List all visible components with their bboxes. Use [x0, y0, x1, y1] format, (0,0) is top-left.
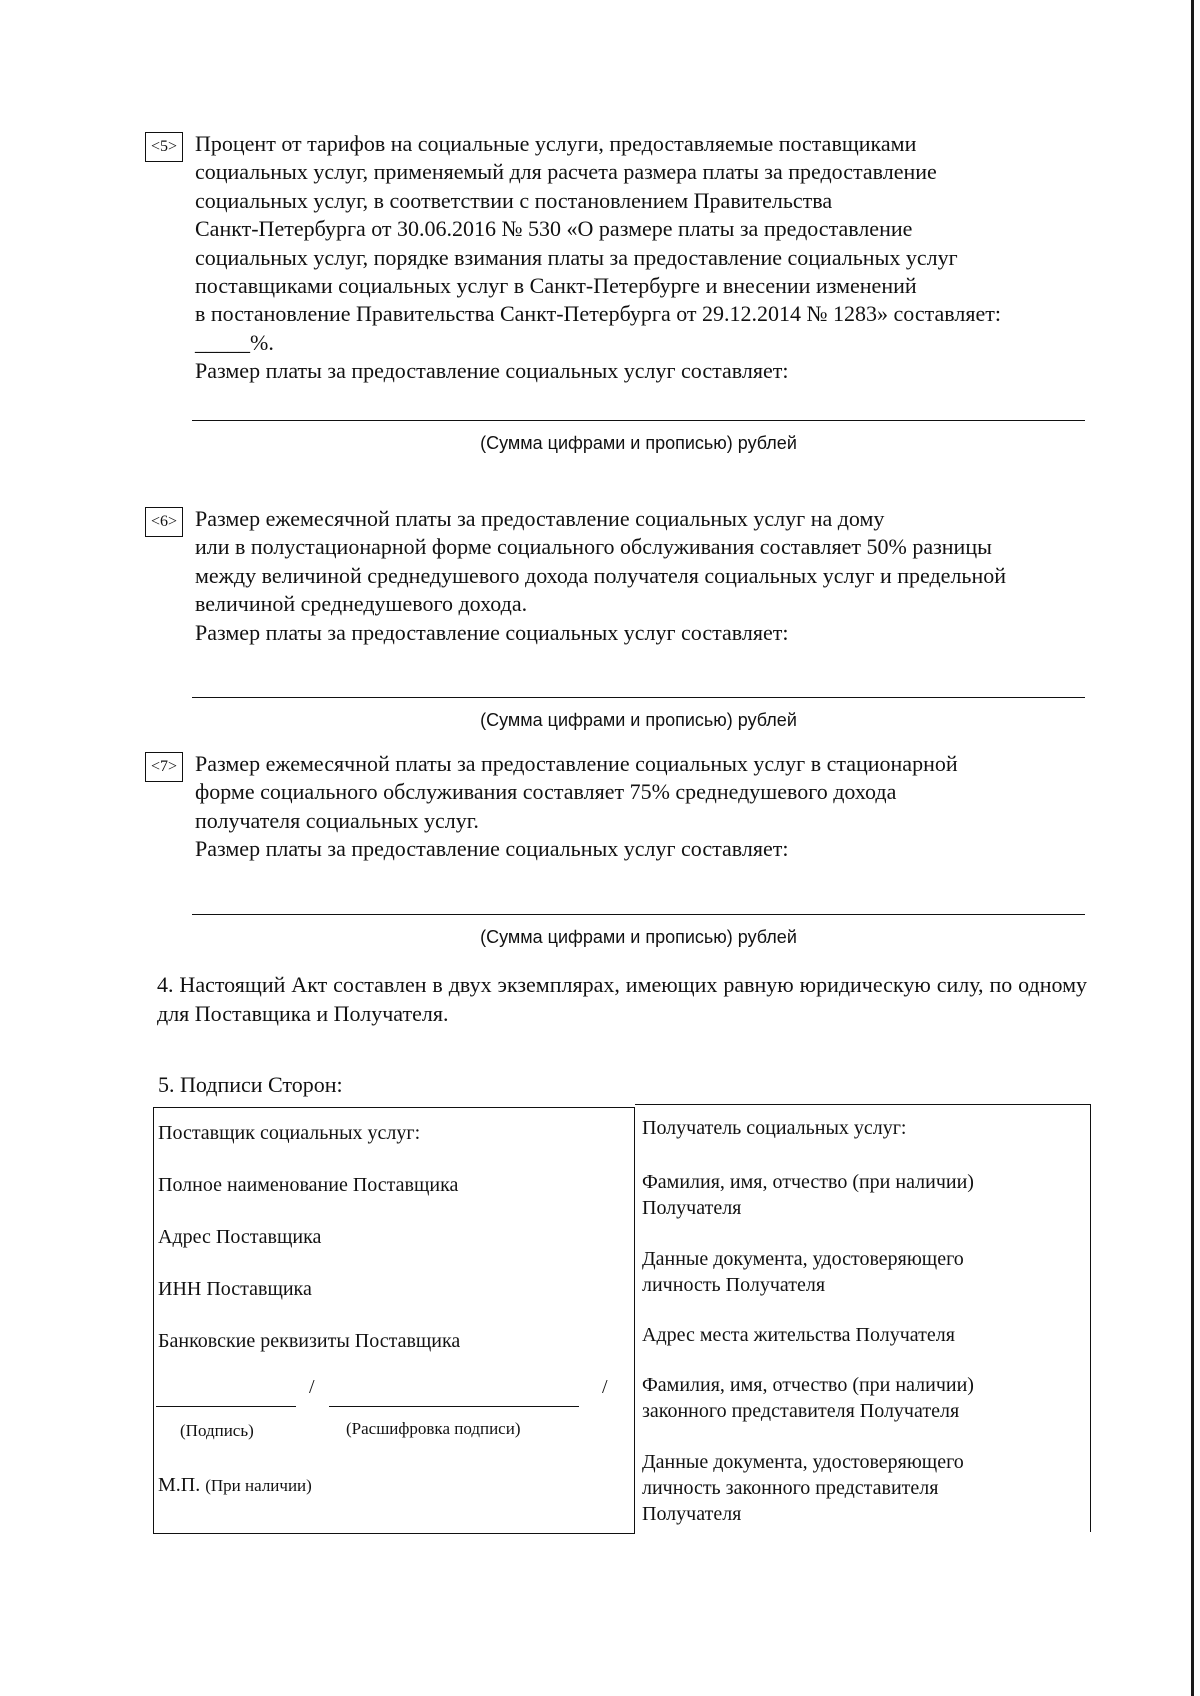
recipient-name-line: Фамилия, имя, отчество (при наличии) — [642, 1171, 974, 1193]
sum-input-line[interactable] — [192, 697, 1085, 698]
note-text — [195, 130, 1085, 386]
provider-heading: Поставщик социальных услуг: — [158, 1122, 421, 1144]
recipient-name — [642, 1169, 974, 1221]
recipient-rep-name-line: законного представителя Получателя — [642, 1400, 960, 1422]
signatures-table — [153, 1104, 1091, 1534]
sum-caption: (Сумма цифрами и прописью) рублей — [480, 926, 797, 947]
provider-inn: ИНН Поставщика — [158, 1278, 312, 1300]
recipient-rep-doc-line: личность законного представителя — [642, 1477, 939, 1499]
text-line: социальных услуг, в соответствии с постановлением Правительства — [195, 187, 833, 213]
text-line: поставщиками социальных услуг в Санкт-Петербурге и внесении изменений — [195, 273, 917, 299]
note-text — [195, 750, 1085, 864]
recipient-rep-doc-line: Данные документа, удостоверяющего — [642, 1451, 964, 1473]
provider-full-name: Полное наименование Поставщика — [158, 1174, 459, 1196]
note-marker: <5> — [145, 132, 183, 162]
text-line: величиной среднедушевого дохода. — [195, 591, 528, 617]
note-marker: <6> — [145, 507, 183, 537]
text-line: социальных услуг, порядке взимания платы за предоставление социальных услуг — [195, 244, 958, 270]
recipient-id-doc-line: личность Получателя — [642, 1274, 826, 1296]
text-line: Размер ежемесячной платы за предоставление социальных услуг на дому — [195, 506, 885, 531]
recipient-id-doc-line: Данные документа, удостоверяющего — [642, 1248, 964, 1270]
recipient-rep-doc-line: Получателя — [642, 1503, 742, 1525]
recipient-rep-name — [642, 1372, 974, 1424]
text-line: между величиной среднедушевого дохода получателя социальных услуг и предельной — [195, 562, 1007, 588]
text-line: Процент от тарифов на социальные услуги, предоставляемые поставщиками — [195, 131, 917, 156]
text-line: Санкт-Петербурга от 30.06.2016 № 530 «О размере платы за предоставление — [195, 216, 913, 242]
stamp-prefix: М.П. — [158, 1474, 201, 1496]
paragraph-4: 4. Настоящий Акт составлен в двух экземплярах, имеющих равную юридическую силу, по одному для Поставщика и Получателя. — [157, 972, 1087, 1026]
decoding-caption: (Расшифровка подписи) — [346, 1419, 521, 1438]
sum-input-line[interactable] — [192, 420, 1085, 421]
recipient-rep-name-line: Фамилия, имя, отчество (при наличии) — [642, 1374, 974, 1396]
signature-line[interactable] — [156, 1406, 296, 1407]
signature-caption: (Подпись) — [180, 1421, 254, 1440]
recipient-name-line: Получателя — [642, 1197, 742, 1219]
slash-separator: / — [309, 1376, 315, 1398]
sum-caption: (Сумма цифрами и прописью) рублей — [480, 710, 797, 731]
note-7 — [145, 750, 1085, 948]
note-marker: <7> — [145, 752, 183, 782]
percent-line: _____%. — [195, 329, 274, 355]
paragraph-5: 5. Подписи Сторон: — [158, 1072, 343, 1097]
recipient-top-border — [635, 1104, 1091, 1105]
text-line: социальных услуг, применяемый для расчета размера платы за предоставление — [195, 159, 937, 185]
recipient-address: Адрес места жительства Получателя — [642, 1324, 955, 1346]
decoding-line[interactable] — [329, 1406, 579, 1407]
note-6 — [145, 505, 1085, 731]
sum-caption: (Сумма цифрами и прописью) рублей — [480, 432, 797, 453]
amount-label: Размер платы за предоставление социальных услуг составляет: — [195, 619, 789, 645]
stamp-label — [158, 1472, 312, 1499]
amount-label: Размер платы за предоставление социальных услуг составляет: — [195, 358, 789, 384]
text-line: в постановление Правительства Санкт-Петербурга от 29.12.2014 № 1283» составляет: — [195, 301, 1001, 327]
recipient-rep-doc — [642, 1449, 964, 1527]
note-text — [195, 505, 1085, 647]
slash-separator: / — [602, 1376, 608, 1398]
provider-bank: Банковские реквизиты Поставщика — [158, 1330, 461, 1352]
provider-address: Адрес Поставщика — [158, 1226, 322, 1248]
text-line: Размер ежемесячной платы за предоставление социальных услуг в стационарной — [195, 751, 958, 776]
stamp-suffix: (При наличии) — [205, 1476, 312, 1495]
text-line: форме социального обслуживания составляет 75% среднедушевого дохода — [195, 779, 897, 805]
recipient-right-border — [1090, 1104, 1091, 1532]
amount-label: Размер платы за предоставление социальных услуг составляет: — [195, 836, 789, 862]
recipient-heading: Получатель социальных услуг: — [642, 1117, 907, 1139]
sum-input-line[interactable] — [192, 914, 1085, 915]
text-line: или в полустационарной форме социального обслуживания составляет 50% разницы — [195, 534, 992, 560]
recipient-id-doc — [642, 1246, 964, 1298]
note-5 — [145, 130, 1085, 454]
text-line: получателя социальных услуг. — [195, 807, 479, 833]
provider-column — [153, 1107, 635, 1534]
page-edge-line — [1191, 0, 1194, 1696]
